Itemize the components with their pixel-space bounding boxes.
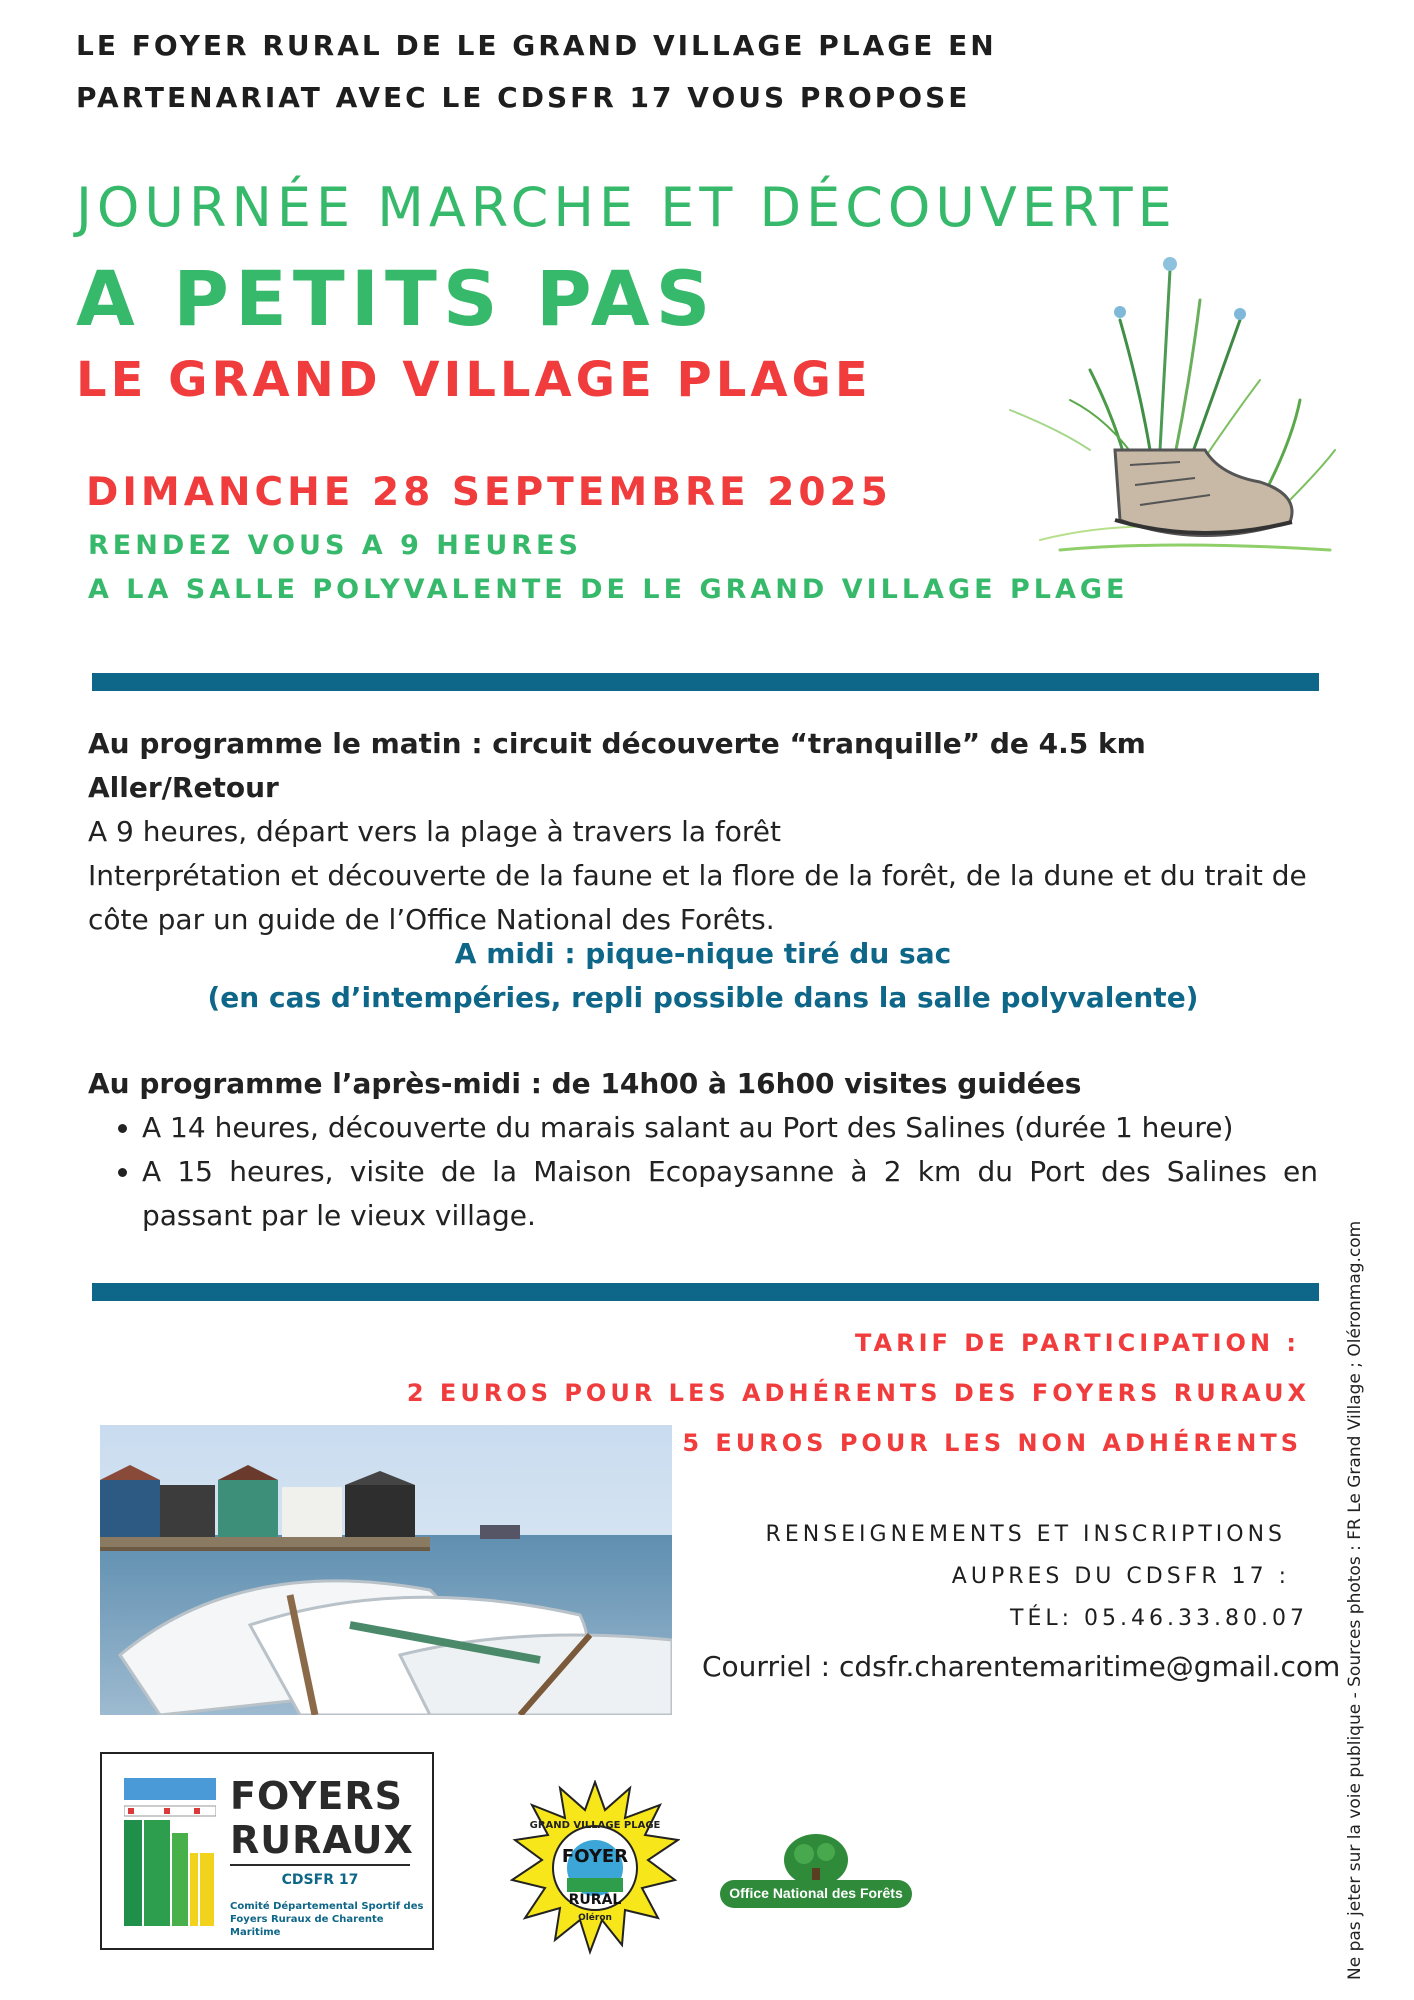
noon-line-1: A midi : pique-nique tiré du sac (454, 937, 952, 970)
contact-block (766, 1514, 1308, 1640)
tarif-members: 2 EUROS POUR LES ADHÉRENTS DES FOYERS RURAUX (406, 1379, 1310, 1407)
event-date: DIMANCHE 28 SEPTEMBRE 2025 (86, 470, 892, 515)
noon-program (88, 932, 1318, 1020)
credits-vertical: Ne pas jeter sur la voie publique - Sources photos : FR Le Grand Village ; Oléronmag.com (1345, 1220, 1365, 1980)
list-item: • A 15 heures, visite de la Maison Ecopaysanne à 2 km du Port des Salines en passant par le vieux village. (142, 1150, 1318, 1238)
shoe-plant-illustration (1000, 250, 1340, 560)
event-place: LE GRAND VILLAGE PLAGE (76, 352, 872, 408)
tarif-non-members: 5 EUROS POUR LES NON ADHÉRENTS (682, 1429, 1302, 1457)
event-name: A PETITS PAS (76, 254, 717, 343)
foyers-ruraux-desc-1: Comité Départemental Sportif des (230, 1901, 424, 1912)
afternoon-heading: Au programme l’après-midi : de 14h00 à 16h00 visites guidées (88, 1067, 1082, 1100)
afternoon-list (88, 1106, 1318, 1238)
gvp-logo-bottom-text: Oléron (578, 1913, 612, 1923)
intro-text (76, 20, 997, 124)
morning-line-2: Interprétation et découverte de la faune et la flore de la forêt, de la dune et du trait de côte par un guide de l’Office National des Forêts. (88, 859, 1307, 936)
gvp-logo-foyer-text: FOYER (561, 1846, 629, 1867)
onf-logo (718, 1832, 914, 1912)
morning-line-1: A 9 heures, départ vers la plage à travers la forêt (88, 815, 781, 848)
afternoon-program (88, 1062, 1318, 1238)
foyers-ruraux-logo (100, 1752, 434, 1950)
foyers-ruraux-rule (230, 1864, 410, 1866)
foyers-ruraux-sub: CDSFR 17 (281, 1872, 359, 1888)
foyers-ruraux-desc (230, 1900, 432, 1939)
meeting-location: A LA SALLE POLYVALENTE DE LE GRAND VILLAGE PLAGE (88, 574, 1129, 605)
onf-logo-text: Office National des Forêts (729, 1885, 903, 1901)
contact-line-2: AUPRES DU CDSFR 17 : (951, 1564, 1290, 1589)
foyers-ruraux-desc-2: Foyers Ruraux de Charente Maritime (230, 1914, 384, 1938)
list-item: • A 14 heures, découverte du marais salant au Port des Salines (durée 1 heure) (142, 1106, 1318, 1150)
morning-heading: Au programme le matin : circuit découverte “tranquille” de 4.5 km Aller/Retour (88, 727, 1146, 804)
gvp-logo-rural-text: RURAL (568, 1892, 622, 1908)
noon-line-2: (en cas d’intempéries, repli possible dans la salle polyvalente) (207, 981, 1199, 1014)
intro-line-2: PARTENARIAT AVEC LE CDSFR 17 VOUS PROPOSE (76, 81, 971, 114)
intro-line-1: LE FOYER RURAL DE LE GRAND VILLAGE PLAGE EN (76, 29, 997, 62)
event-title: JOURNÉE MARCHE ET DÉCOUVERTE (76, 176, 1177, 239)
contact-line-1: RENSEIGNEMENTS ET INSCRIPTIONS (765, 1522, 1286, 1547)
divider-bottom (92, 1283, 1319, 1301)
contact-phone: TÉL: 05.46.33.80.07 (1010, 1606, 1308, 1631)
contact-email: Courriel : cdsfr.charentemaritime@gmail.com (702, 1650, 1341, 1683)
meeting-time: RENDEZ VOUS A 9 HEURES (88, 530, 582, 561)
gvp-logo-top-text: GRAND VILLAGE PLAGE (529, 1820, 661, 1831)
morning-program (88, 722, 1318, 942)
harbour-photo (100, 1425, 672, 1715)
grand-village-plage-logo (510, 1780, 680, 1955)
divider-top (92, 673, 1319, 691)
tarif-heading: TARIF DE PARTICIPATION : (855, 1329, 1300, 1357)
foyers-ruraux-emblem (124, 1778, 216, 1926)
foyers-ruraux-title: FOYERS RURAUX (230, 1774, 414, 1862)
